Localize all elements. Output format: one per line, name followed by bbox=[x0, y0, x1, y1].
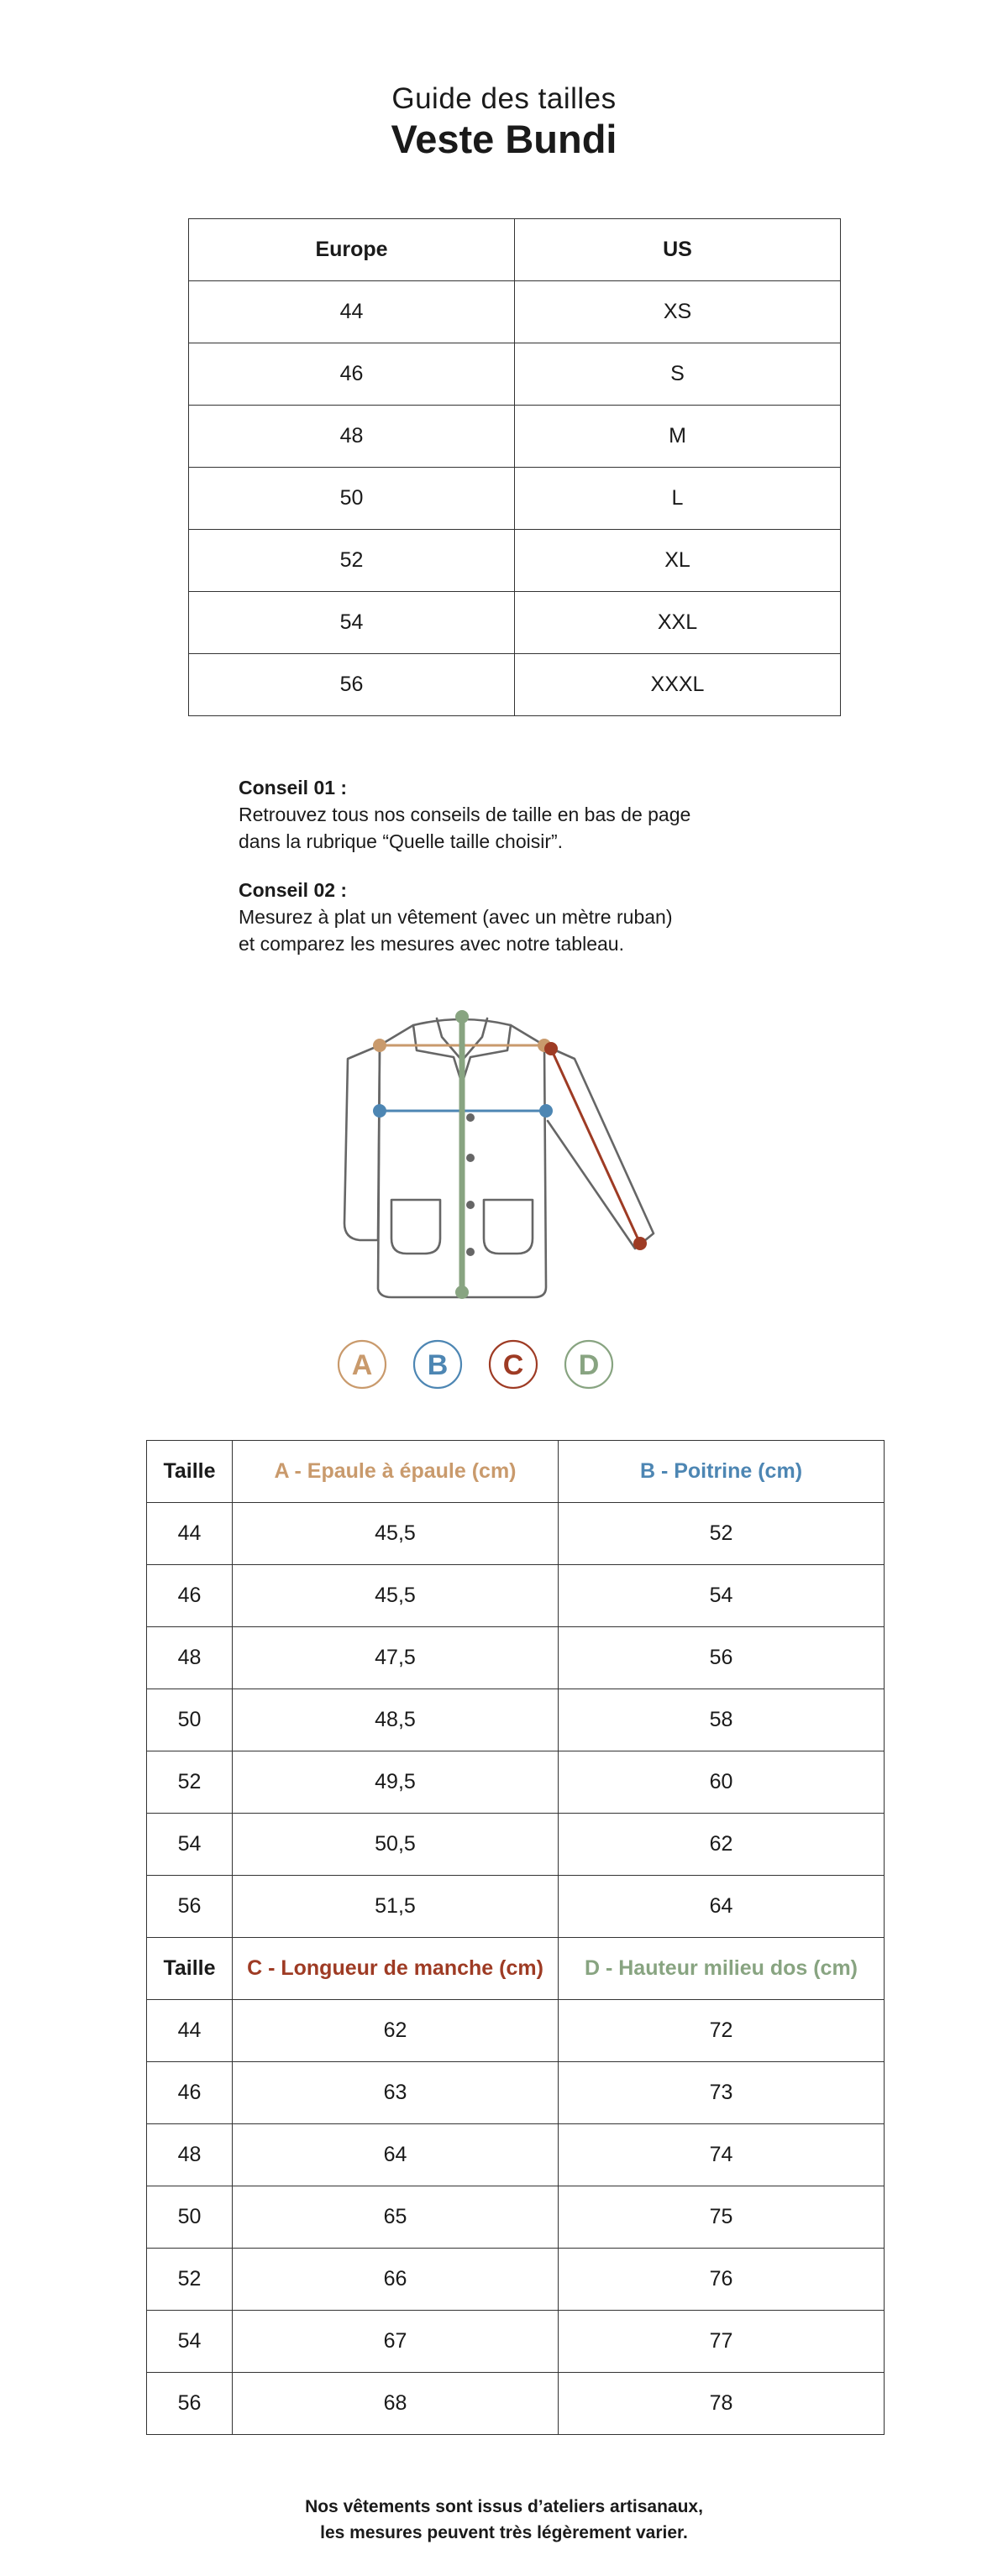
cell-size: 52 bbox=[147, 2249, 233, 2311]
table-row bbox=[189, 343, 841, 406]
table-header-row bbox=[147, 1938, 885, 2000]
cell-back-height: 73 bbox=[559, 2062, 885, 2124]
table-row bbox=[147, 2124, 885, 2186]
cell-shoulder: 51,5 bbox=[233, 1876, 559, 1938]
cell-sleeve: 65 bbox=[233, 2186, 559, 2249]
cell-shoulder: 45,5 bbox=[233, 1565, 559, 1627]
legend-letter-c: C bbox=[502, 1349, 524, 1381]
table-row bbox=[189, 281, 841, 343]
header-taille: Taille bbox=[147, 1938, 233, 2000]
cell-size: 54 bbox=[147, 2311, 233, 2373]
measurement-legend bbox=[336, 1338, 622, 1390]
cell-sleeve: 62 bbox=[233, 2000, 559, 2062]
cell-size: 52 bbox=[147, 1751, 233, 1814]
legend-letter-a: A bbox=[351, 1349, 373, 1381]
cell-back-height: 78 bbox=[559, 2373, 885, 2435]
advice-label: Conseil 01 : bbox=[239, 777, 348, 798]
cell-us: XXXL bbox=[515, 654, 841, 716]
advice-text-line: dans la rubrique “Quelle taille choisir”. bbox=[239, 830, 564, 852]
table-row bbox=[189, 654, 841, 716]
cell-europe: 44 bbox=[189, 281, 515, 343]
cell-back-height: 75 bbox=[559, 2186, 885, 2249]
title-product: Veste Bundi bbox=[391, 117, 617, 161]
cell-size: 56 bbox=[147, 2373, 233, 2435]
jacket-button bbox=[466, 1248, 475, 1256]
advice-text-line: et comparez les mesures avec notre tableau. bbox=[239, 933, 624, 955]
cell-size: 50 bbox=[147, 1689, 233, 1751]
measure-point-b bbox=[373, 1104, 386, 1118]
cell-europe: 54 bbox=[189, 592, 515, 654]
cell-size: 50 bbox=[147, 2186, 233, 2249]
cell-chest: 58 bbox=[559, 1689, 885, 1751]
header-europe: Europe bbox=[189, 219, 515, 281]
cell-back-height: 74 bbox=[559, 2124, 885, 2186]
cell-chest: 62 bbox=[559, 1814, 885, 1876]
cell-sleeve: 68 bbox=[233, 2373, 559, 2435]
table-row bbox=[147, 2373, 885, 2435]
table-row bbox=[147, 1876, 885, 1938]
legend-letter-b: B bbox=[427, 1349, 449, 1381]
table-row bbox=[147, 2249, 885, 2311]
cell-chest: 56 bbox=[559, 1627, 885, 1689]
cell-back-height: 72 bbox=[559, 2000, 885, 2062]
footer-line: les mesures peuvent très légèrement varier. bbox=[320, 2523, 688, 2542]
cell-europe: 52 bbox=[189, 530, 515, 592]
measure-point-a bbox=[373, 1039, 386, 1052]
table-row bbox=[147, 1751, 885, 1814]
header-shoulder: A - Epaule à épaule (cm) bbox=[233, 1441, 559, 1503]
cell-back-height: 76 bbox=[559, 2249, 885, 2311]
footer-note bbox=[0, 2494, 1008, 2546]
header-us: US bbox=[515, 219, 841, 281]
advice-text-line: Retrouvez tous nos conseils de taille en bas de page bbox=[239, 804, 691, 825]
measure-point-b bbox=[539, 1104, 553, 1118]
table-row bbox=[189, 592, 841, 654]
size-conversion-table bbox=[188, 218, 841, 716]
advice-text-line: Mesurez à plat un vêtement (avec un mètre ruban) bbox=[239, 906, 673, 928]
table-row bbox=[189, 406, 841, 468]
cell-size: 48 bbox=[147, 1627, 233, 1689]
measure-point-c bbox=[633, 1237, 647, 1250]
measurements-table bbox=[146, 1440, 885, 2435]
table-row bbox=[189, 468, 841, 530]
cell-sleeve: 67 bbox=[233, 2311, 559, 2373]
cell-back-height: 77 bbox=[559, 2311, 885, 2373]
cell-chest: 64 bbox=[559, 1876, 885, 1938]
header-chest: B - Poitrine (cm) bbox=[559, 1441, 885, 1503]
table-row bbox=[147, 1814, 885, 1876]
cell-us: S bbox=[515, 343, 841, 406]
cell-sleeve: 63 bbox=[233, 2062, 559, 2124]
cell-size: 46 bbox=[147, 1565, 233, 1627]
cell-us: L bbox=[515, 468, 841, 530]
cell-chest: 60 bbox=[559, 1751, 885, 1814]
cell-shoulder: 47,5 bbox=[233, 1627, 559, 1689]
cell-sleeve: 66 bbox=[233, 2249, 559, 2311]
advice-label: Conseil 02 : bbox=[239, 879, 348, 901]
cell-shoulder: 49,5 bbox=[233, 1751, 559, 1814]
header-sleeve: C - Longueur de manche (cm) bbox=[233, 1938, 559, 2000]
table-row bbox=[147, 2186, 885, 2249]
jacket-button bbox=[466, 1154, 475, 1162]
table-row bbox=[147, 1503, 885, 1565]
advice-02 bbox=[239, 877, 827, 957]
header-back-height: D - Hauteur milieu dos (cm) bbox=[559, 1938, 885, 2000]
cell-shoulder: 48,5 bbox=[233, 1689, 559, 1751]
legend-letter-d: D bbox=[578, 1349, 600, 1381]
page-title bbox=[0, 82, 1008, 163]
jacket-button bbox=[466, 1201, 475, 1209]
jacket-left-pocket bbox=[391, 1200, 440, 1254]
table-row bbox=[147, 1627, 885, 1689]
cell-us: XS bbox=[515, 281, 841, 343]
table-row bbox=[147, 1565, 885, 1627]
cell-us: XL bbox=[515, 530, 841, 592]
cell-us: XXL bbox=[515, 592, 841, 654]
cell-size: 46 bbox=[147, 2062, 233, 2124]
jacket-right-pocket bbox=[484, 1200, 533, 1254]
advice-01 bbox=[239, 774, 827, 855]
table-header-row bbox=[189, 219, 841, 281]
table-row bbox=[147, 2062, 885, 2124]
cell-europe: 46 bbox=[189, 343, 515, 406]
cell-chest: 54 bbox=[559, 1565, 885, 1627]
cell-europe: 48 bbox=[189, 406, 515, 468]
cell-size: 56 bbox=[147, 1876, 233, 1938]
table-row bbox=[147, 1689, 885, 1751]
cell-europe: 50 bbox=[189, 468, 515, 530]
footer-line: Nos vêtements sont issus d’ateliers artisanaux, bbox=[305, 2497, 703, 2516]
jacket-measurement-diagram bbox=[336, 1003, 672, 1310]
jacket-body-outline bbox=[344, 1045, 380, 1240]
cell-shoulder: 50,5 bbox=[233, 1814, 559, 1876]
table-row bbox=[189, 530, 841, 592]
cell-size: 54 bbox=[147, 1814, 233, 1876]
cell-us: M bbox=[515, 406, 841, 468]
cell-shoulder: 45,5 bbox=[233, 1503, 559, 1565]
cell-sleeve: 64 bbox=[233, 2124, 559, 2186]
table-row bbox=[147, 2000, 885, 2062]
jacket-button bbox=[466, 1113, 475, 1122]
cell-europe: 56 bbox=[189, 654, 515, 716]
cell-size: 44 bbox=[147, 2000, 233, 2062]
measure-point-d bbox=[455, 1285, 469, 1299]
cell-size: 48 bbox=[147, 2124, 233, 2186]
cell-chest: 52 bbox=[559, 1503, 885, 1565]
table-header-row bbox=[147, 1441, 885, 1503]
header-taille: Taille bbox=[147, 1441, 233, 1503]
measure-point-d bbox=[455, 1010, 469, 1024]
title-subtitle: Guide des tailles bbox=[391, 82, 617, 115]
cell-size: 44 bbox=[147, 1503, 233, 1565]
table-row bbox=[147, 2311, 885, 2373]
jacket-right-sleeve bbox=[544, 1045, 654, 1249]
measure-point-c bbox=[544, 1042, 558, 1055]
